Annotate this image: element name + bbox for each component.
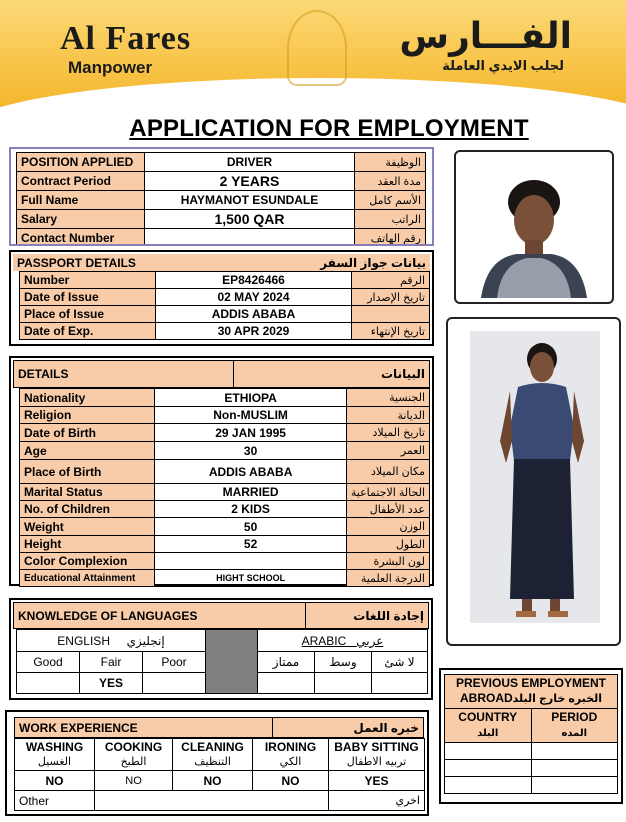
- level-fair: Fair: [80, 652, 143, 673]
- table-row: [17, 153, 426, 172]
- field-label-ar: العمر: [346, 442, 429, 460]
- experience-label-ar: الطبخ: [120, 756, 147, 768]
- english-label-ar: إنجليزي: [126, 633, 165, 648]
- experience-title-ar: خبره العمل: [273, 718, 424, 738]
- english-header: [17, 630, 206, 652]
- table-row: [20, 442, 430, 460]
- field-label-ar: الدرجة العلمية: [346, 570, 429, 587]
- field-value: ETHIOPA: [155, 389, 347, 407]
- field-label-ar: الطول: [346, 536, 429, 553]
- field-value: HAYMANOT ESUNDALE: [145, 191, 355, 210]
- table-row: [15, 739, 425, 771]
- field-label: Weight: [20, 518, 155, 536]
- level-ar-medium: وسط: [315, 652, 372, 673]
- table-row: [17, 191, 426, 210]
- experience-label-ar: الغسيل: [37, 756, 72, 768]
- table-row: [15, 771, 425, 791]
- languages-title: KNOWLEDGE OF LANGUAGES: [14, 603, 306, 629]
- experience-value: NO: [95, 771, 173, 791]
- table-row: [20, 553, 430, 570]
- previous-employment-title-en: PREVIOUS EMPLOYMENT ABROAD: [455, 676, 607, 705]
- field-label: Date of Birth: [20, 424, 155, 442]
- field-value: 50: [155, 518, 347, 536]
- field-label-ar: الحالة الاجتماعية: [346, 484, 429, 501]
- field-label: Number: [20, 272, 156, 289]
- experience-title: WORK EXPERIENCE: [15, 718, 273, 738]
- experience-value: NO: [253, 771, 329, 791]
- field-value: EP8426466: [156, 272, 352, 289]
- field-label-ar: مدة العقد: [355, 172, 426, 191]
- level-ar-none: لا شئ: [372, 652, 428, 673]
- portrait-photo-frame: [454, 150, 614, 304]
- table-row: [20, 424, 430, 442]
- arabic-mark-medium: [315, 673, 372, 694]
- emblem-logo: [287, 10, 347, 86]
- experience-section: [5, 710, 429, 816]
- table-row: [20, 272, 430, 289]
- field-label: No. of Children: [20, 501, 155, 518]
- header-banner: [0, 0, 626, 112]
- field-label: Place of Birth: [20, 460, 155, 484]
- table-row: [20, 389, 430, 407]
- experience-header: [95, 739, 173, 771]
- field-label-ar: الراتب: [355, 210, 426, 229]
- field-label: POSITION APPLIED: [17, 153, 145, 172]
- field-label-ar: الوظيفة: [355, 153, 426, 172]
- details-title-ar: البيانات: [233, 361, 429, 388]
- brand-sub-ar: لجلب الايدي العاملة: [442, 58, 564, 73]
- table-row: [20, 289, 430, 306]
- field-value: [155, 553, 347, 570]
- previous-employment-title: [445, 675, 618, 709]
- field-label-ar: عدد الأطفال: [346, 501, 429, 518]
- field-label-ar: مكان الميلاد: [346, 460, 429, 484]
- position-section: [9, 147, 434, 246]
- field-value: 1,500 QAR: [145, 210, 355, 229]
- period-header: [531, 709, 618, 743]
- experience-label-ar: تربيه الاطفال: [346, 756, 407, 768]
- field-label: Full Name: [17, 191, 145, 210]
- field-label: Age: [20, 442, 155, 460]
- country-label: COUNTRY: [458, 710, 518, 724]
- field-value: 2 YEARS: [145, 172, 355, 191]
- languages-section: [9, 598, 433, 700]
- brand-name-ar: الفـــارس: [399, 15, 572, 56]
- brand-sub-en: Manpower: [68, 58, 153, 77]
- brand-name-en: Al Fares: [60, 20, 192, 57]
- arabic-mark-none: [372, 673, 428, 694]
- field-label: Color Complexion: [20, 553, 155, 570]
- table-row: [20, 306, 430, 323]
- english-mark-good: [17, 673, 80, 694]
- field-value: 30: [155, 442, 347, 460]
- experience-value: NO: [173, 771, 253, 791]
- english-label: ENGLISH: [57, 633, 110, 648]
- field-label-ar: رقم الهاتف: [355, 229, 426, 247]
- field-label: Salary: [17, 210, 145, 229]
- table-row: [20, 570, 430, 587]
- field-label-ar: تاريخ الإنتهاء: [352, 323, 430, 340]
- languages-title-ar: إجادة اللغات: [305, 603, 428, 629]
- field-label: Educational Attainment: [20, 570, 155, 587]
- field-label: Date of Issue: [20, 289, 156, 306]
- full-body-photo: [470, 331, 600, 623]
- previous-employment-section: [439, 668, 623, 804]
- period-cell: [531, 743, 618, 760]
- experience-label: COOKING: [104, 740, 163, 754]
- experience-label: BABY SITTING: [334, 740, 419, 754]
- level-poor: Poor: [143, 652, 206, 673]
- field-value: 52: [155, 536, 347, 553]
- previous-employment-title-ar: الخبره خارج البلد: [512, 693, 602, 705]
- field-label: Height: [20, 536, 155, 553]
- passport-section: [9, 250, 434, 346]
- details-title: DETAILS: [14, 361, 234, 388]
- field-label-ar: الرقم: [352, 272, 430, 289]
- field-value: DRIVER: [145, 153, 355, 172]
- page-title: APPLICATION FOR EMPLOYMENT: [129, 115, 529, 142]
- table-row: [17, 210, 426, 229]
- field-label-ar: تاريخ الإصدار: [352, 289, 430, 306]
- field-label: Contact Number: [17, 229, 145, 247]
- experience-header: [173, 739, 253, 771]
- level-good: Good: [17, 652, 80, 673]
- field-value: ADDIS ABABA: [155, 460, 347, 484]
- country-header: [445, 709, 532, 743]
- passport-title-ar: بيانات جواز السفر: [233, 254, 430, 271]
- experience-header: [329, 739, 425, 771]
- country-cell: [445, 760, 532, 777]
- experience-label: IRONING: [264, 740, 317, 754]
- table-row: [20, 460, 430, 484]
- english-mark-poor: [143, 673, 206, 694]
- arabic-header: [258, 630, 428, 652]
- experience-header: [253, 739, 329, 771]
- field-label: Nationality: [20, 389, 155, 407]
- field-label: Contract Period: [17, 172, 145, 191]
- other-label: Other: [15, 791, 95, 811]
- period-label-ar: المده: [561, 728, 588, 739]
- field-value: Non-MUSLIM: [155, 407, 347, 424]
- experience-label-ar: التنظيف: [194, 756, 231, 768]
- experience-label: WASHING: [25, 740, 84, 754]
- other-value: [95, 791, 329, 811]
- language-divider: [206, 630, 258, 694]
- experience-value: YES: [329, 771, 425, 791]
- field-value: 30 APR 2029: [156, 323, 352, 340]
- table-row: [15, 791, 425, 811]
- field-label: Date of Exp.: [20, 323, 156, 340]
- passport-title: PASSPORT DETAILS: [13, 254, 233, 271]
- english-mark-fair: YES: [80, 673, 143, 694]
- period-label: PERIOD: [551, 710, 598, 724]
- level-ar-excellent: ممتاز: [258, 652, 315, 673]
- arabic-label-ar: عربي: [356, 633, 384, 648]
- country-cell: [445, 777, 532, 794]
- field-label-ar: الوزن: [346, 518, 429, 536]
- arabic-mark-excellent: [258, 673, 315, 694]
- field-label-ar: لون البشرة: [346, 553, 429, 570]
- full-body-photo-frame: [446, 317, 621, 646]
- experience-label: CLEANING: [181, 740, 244, 754]
- field-value: 2 KIDS: [155, 501, 347, 518]
- portrait-photo: [467, 158, 601, 298]
- table-row: [20, 407, 430, 424]
- field-label-ar: تاريخ الميلاد: [346, 424, 429, 442]
- table-row: [17, 172, 426, 191]
- field-value: 02 MAY 2024: [156, 289, 352, 306]
- experience-label-ar: الكي: [279, 756, 302, 768]
- field-value: 29 JAN 1995: [155, 424, 347, 442]
- table-row: [20, 518, 430, 536]
- field-label: Marital Status: [20, 484, 155, 501]
- table-row: [17, 229, 426, 247]
- field-label-ar: الأسم كامل: [355, 191, 426, 210]
- table-row: [20, 501, 430, 518]
- field-value: ADDIS ABABA: [156, 306, 352, 323]
- other-label-ar: اخري: [329, 791, 425, 811]
- field-label: Place of Issue: [20, 306, 156, 323]
- country-label-ar: البلد: [477, 728, 499, 739]
- period-cell: [531, 760, 618, 777]
- period-cell: [531, 777, 618, 794]
- field-value: HIGHT SCHOOL: [155, 570, 347, 587]
- details-section: [9, 356, 434, 586]
- country-cell: [445, 743, 532, 760]
- experience-value: NO: [15, 771, 95, 791]
- experience-header: [15, 739, 95, 771]
- table-row: [20, 323, 430, 340]
- table-row: [20, 536, 430, 553]
- field-label: Religion: [20, 407, 155, 424]
- table-row: [20, 484, 430, 501]
- field-label-ar: الجنسية: [346, 389, 429, 407]
- field-value: MARRIED: [155, 484, 347, 501]
- field-value: [145, 229, 355, 247]
- field-label-ar: [352, 306, 430, 323]
- arabic-label: ARABIC: [301, 633, 347, 648]
- field-label-ar: الديانة: [346, 407, 429, 424]
